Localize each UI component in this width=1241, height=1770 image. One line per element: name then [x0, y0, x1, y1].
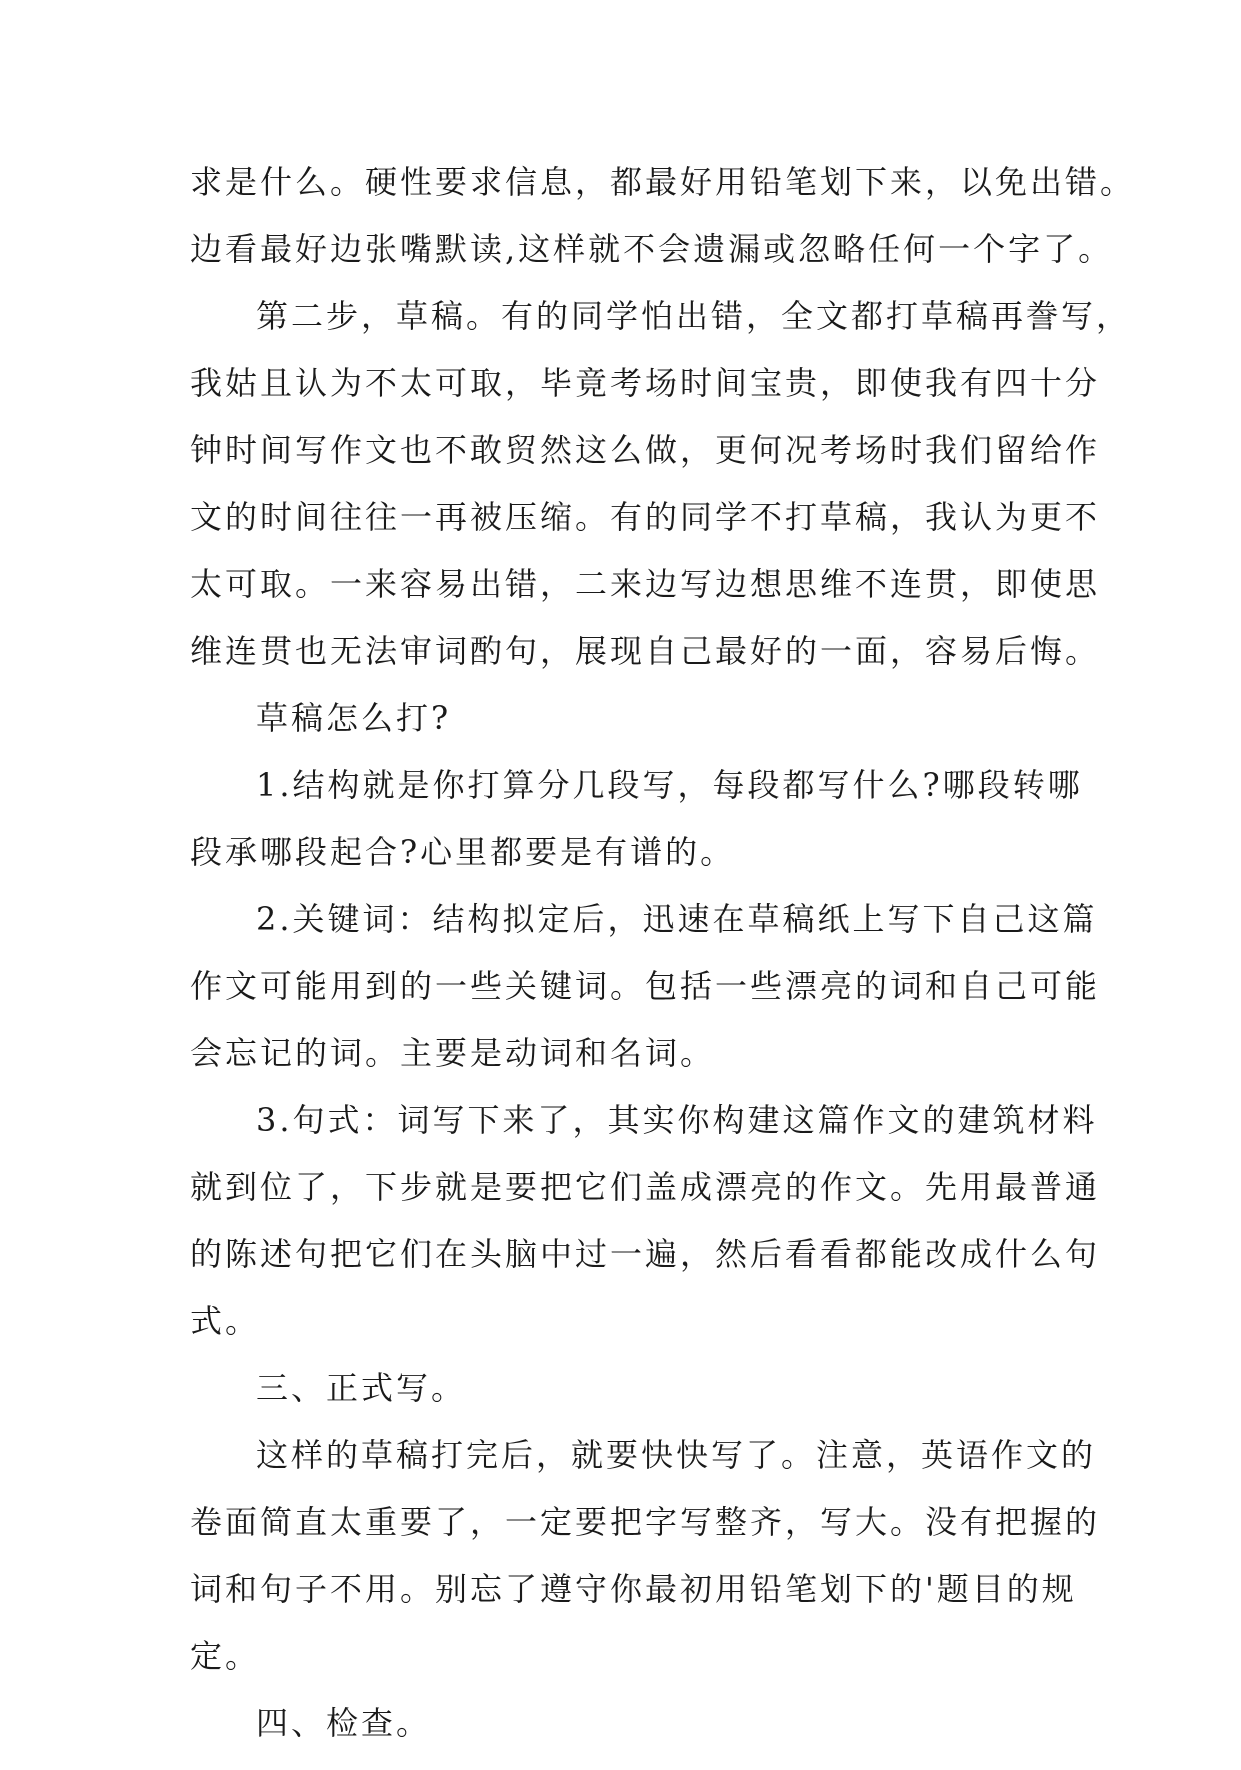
text-line: 式。	[190, 1302, 261, 1340]
list-item-structure: 1.结构就是你打算分几段写，每段都写什么?哪段转哪	[256, 766, 1083, 804]
section-heading-writing: 三、正式写。	[256, 1369, 467, 1407]
text-line: 定。	[190, 1637, 261, 1675]
text-line: 求是什么。硬性要求信息，都最好用铅笔划下来，以免出错。	[190, 163, 1136, 201]
text-line: 文的时间往往一再被压缩。有的同学不打草稿，我认为更不	[190, 498, 1101, 536]
text-line: 卷面简直太重要了，一定要把字写整齐，写大。没有把握的	[190, 1503, 1101, 1541]
section-question: 草稿怎么打?	[256, 699, 452, 737]
paragraph-start: 这样的草稿打完后，就要快快写了。注意，英语作文的	[256, 1436, 1097, 1474]
text-line: 维连贯也无法审词酌句，展现自己最好的一面，容易后悔。	[190, 632, 1101, 670]
text-line: 作文可能用到的一些关键词。包括一些漂亮的词和自己可能	[190, 967, 1101, 1005]
text-line: 钟时间写作文也不敢贸然这么做，更何况考场时我们留给作	[190, 431, 1101, 469]
section-heading-check: 四、检查。	[256, 1704, 432, 1742]
text-line: 会忘记的词。主要是动词和名词。	[190, 1034, 716, 1072]
text-line: 的陈述句把它们在头脑中过一遍，然后看看都能改成什么句	[190, 1235, 1101, 1273]
text-line: 边看最好边张嘴默读,这样就不会遗漏或忽略任何一个字了。	[190, 230, 1114, 268]
text-line: 我姑且认为不太可取，毕竟考场时间宝贵，即使我有四十分	[190, 364, 1101, 402]
text-line: 就到位了，下步就是要把它们盖成漂亮的作文。先用最普通	[190, 1168, 1101, 1206]
text-line: 词和句子不用。别忘了遵守你最初用铅笔划下的'题目的规	[190, 1570, 1077, 1608]
paragraph-start: 第二步，草稿。有的同学怕出错，全文都打草稿再誊写，	[256, 297, 1132, 335]
list-item-sentence: 3.句式：词写下来了，其实你构建这篇作文的建筑材料	[256, 1101, 1098, 1139]
text-line: 太可取。一来容易出错，二来边写边想思维不连贯，即使思	[190, 565, 1101, 603]
document-body	[190, 162, 1136, 1770]
list-item-keywords: 2.关键词：结构拟定后，迅速在草稿纸上写下自己这篇	[256, 900, 1098, 938]
text-line: 段承哪段起合?心里都要是有谱的。	[190, 833, 736, 871]
